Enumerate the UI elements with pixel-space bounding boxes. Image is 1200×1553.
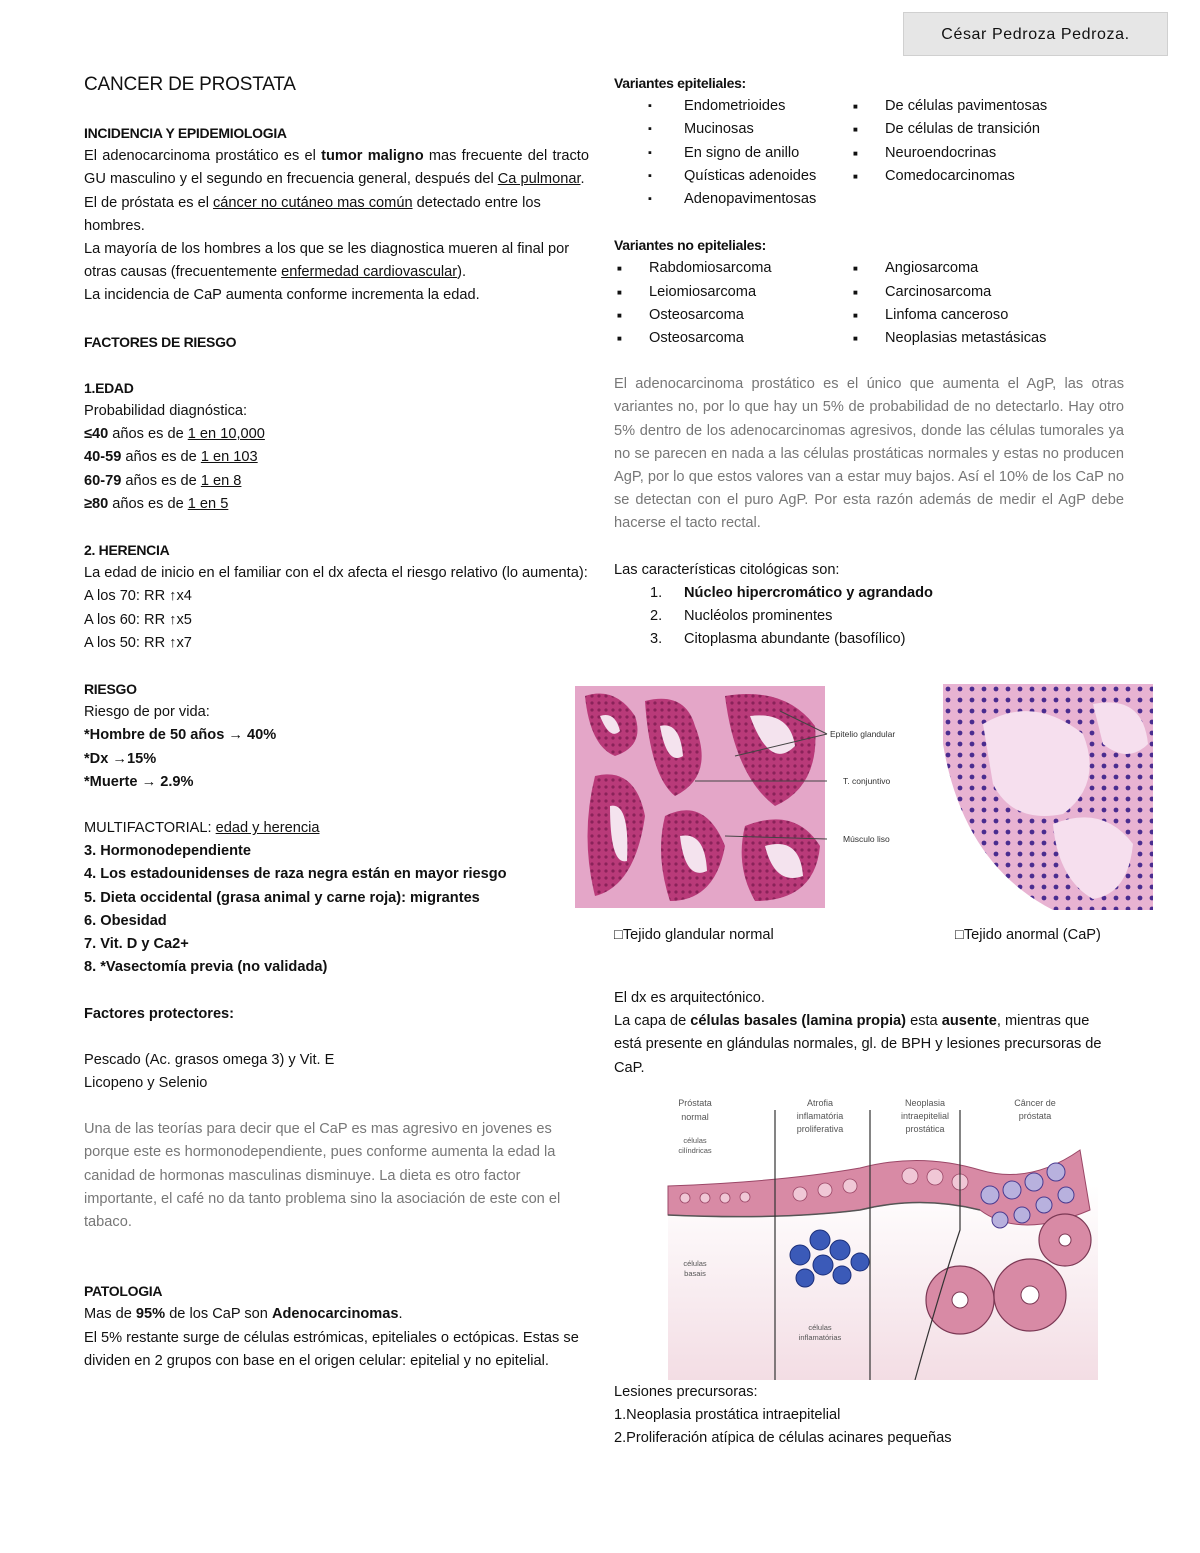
diagram-label: Próstata bbox=[678, 1098, 712, 1108]
protector-item: Licopeno y Selenio bbox=[84, 1074, 208, 1091]
label-epitelio: Epitelio glandular bbox=[830, 729, 896, 739]
epiteliales-heading: Variantes epiteliales: bbox=[614, 75, 746, 91]
diagram-label: próstata bbox=[1018, 1111, 1052, 1121]
diagram-label: Neoplasia bbox=[904, 1098, 946, 1108]
page-title: CANCER DE PROSTATA bbox=[84, 74, 296, 95]
edad-heading: 1.EDAD bbox=[84, 379, 134, 396]
protectores-heading: Factores protectores: bbox=[84, 1005, 235, 1022]
abnormal-tissue-histology-image bbox=[943, 684, 1153, 910]
list-item: ■ Neuroendocrinas bbox=[850, 142, 1110, 165]
herencia-heading: 2. HERENCIA bbox=[84, 542, 170, 559]
normal-gland-histology-image bbox=[575, 686, 925, 908]
diagram-label: inflamatória bbox=[796, 1111, 844, 1121]
incidencia-p4: La incidencia de CaP aumenta conforme incrementa la edad. bbox=[84, 287, 480, 304]
lesiones-section bbox=[614, 1381, 1114, 1451]
incidencia-p2: El de próstata es el cáncer no cutáneo mas común detectado entre los hombres. bbox=[84, 194, 541, 234]
list-item: ■ Linfoma canceroso bbox=[850, 304, 1110, 327]
dx-section bbox=[614, 987, 1104, 1080]
cito-heading: Las características citológicas son: bbox=[614, 561, 840, 578]
list-item: ▪ Quísticas adenoides bbox=[614, 165, 850, 188]
lesiones-heading: Lesiones precursoras: bbox=[614, 1384, 758, 1400]
riesgo-heading: RIESGO bbox=[84, 681, 137, 698]
prostate-lesions-diagram bbox=[660, 1090, 1100, 1380]
multifactorial-line: MULTIFACTORIAL: edad y herencia bbox=[84, 820, 320, 837]
factor-item: 7. Vit. D y Ca2+ bbox=[84, 936, 189, 953]
protector-item: Pescado (Ac. grasos omega 3) y Vit. E bbox=[84, 1051, 335, 1068]
epiteliales-list-1 bbox=[614, 95, 850, 211]
cito-list bbox=[614, 582, 1124, 652]
herencia-row: A los 70: RR ↑x4 bbox=[84, 588, 192, 605]
diagram-label: intraepitelial bbox=[900, 1111, 950, 1121]
factor-item: 5. Dieta occidental (grasa animal y carne roja): migrantes bbox=[84, 889, 480, 906]
noepiteliales-list-1 bbox=[614, 257, 850, 350]
label-conjuntivo: T. conjuntivo bbox=[843, 776, 891, 786]
diagram-label: Atrofia bbox=[806, 1098, 834, 1108]
patologia-heading: PATOLOGIA bbox=[84, 1283, 163, 1300]
list-item: ■ Rabdomiosarcoma bbox=[614, 257, 850, 280]
lesion-item: 2.Proliferación atípica de células acinares pequeñas bbox=[614, 1430, 952, 1447]
list-item: ▪ Endometrioides bbox=[614, 95, 850, 118]
list-item: ■ Angiosarcoma bbox=[850, 257, 1110, 280]
herencia-text: La edad de inicio en el familiar con el dx afecta el riesgo relativo (lo aumenta): bbox=[84, 565, 588, 582]
noepiteliales-lists bbox=[614, 257, 1124, 350]
herencia-row: A los 60: RR ↑x5 bbox=[84, 611, 192, 628]
diagram-label: Câncer de bbox=[1014, 1098, 1056, 1108]
epiteliales-lists bbox=[614, 95, 1124, 211]
left-column bbox=[84, 72, 589, 1373]
list-item: ■ Comedocarcinomas bbox=[850, 165, 1110, 188]
dx-line: El dx es arquitectónico. bbox=[614, 990, 765, 1006]
list-item: ▪ Mucinosas bbox=[614, 118, 850, 141]
epiteliales-list-2 bbox=[850, 95, 1110, 188]
list-item: ■ Osteosarcoma bbox=[614, 327, 850, 350]
list-item: ■ Carcinosarcoma bbox=[850, 281, 1110, 304]
diagram-label: normal bbox=[681, 1112, 709, 1122]
author-name: César Pedroza Pedroza. bbox=[941, 26, 1130, 43]
incidencia-p3: La mayoría de los hombres a los que se les diagnostica mueren al final por otras causas (frecuentemente enfermedad cardiovascular). bbox=[84, 241, 570, 281]
factor-item: 4. Los estadounidenses de raza negra están en mayor riesgo bbox=[84, 866, 507, 883]
incidencia-heading: INCIDENCIA Y EPIDEMIOLOGIA bbox=[84, 125, 287, 141]
herencia-row: A los 50: RR ↑x7 bbox=[84, 634, 192, 651]
noepiteliales-heading: Variantes no epiteliales: bbox=[614, 237, 767, 254]
diagram-label: células bbox=[683, 1136, 707, 1145]
list-item: ■ De células pavimentosas bbox=[850, 95, 1110, 118]
lesion-item: 1.Neoplasia prostática intraepitelial bbox=[614, 1407, 841, 1424]
list-item: ■ Neoplasias metastásicas bbox=[850, 327, 1110, 350]
noepiteliales-list-2 bbox=[850, 257, 1110, 350]
diagram-label: proliferativa bbox=[796, 1124, 844, 1134]
factor-item: 8. *Vasectomía previa (no validada) bbox=[84, 959, 328, 976]
factor-item: 3. Hormonodependiente bbox=[84, 843, 252, 860]
author-box bbox=[903, 12, 1168, 56]
factor-item: 6. Obesidad bbox=[84, 912, 167, 929]
label-musculo: Músculo liso bbox=[843, 834, 890, 844]
list-item: ■ Osteosarcoma bbox=[614, 304, 850, 327]
riesgo-label: Riesgo de por vida: bbox=[84, 704, 210, 721]
agp-paragraph: El adenocarcinoma prostático es el único que aumenta el AgP, las otras variantes no, por lo que hay un 5% de probabilidad de no detectarlo. Hay otro 5% dentro de los adenocarcinomas agresivos, donde las células tumorales ya no se parecen en nada a las células prostáticas normales y estas no producen AgP, por lo que estos valores van a estar muy bajos. Así el 10% de los CaP no se detectan con el puro AgP. Por esta razón además de medir el AgP debe hacerse el tacto rectal. bbox=[614, 376, 1124, 532]
caption-normal: □Tejido glandular normal bbox=[614, 927, 774, 943]
diagram-label: células bbox=[683, 1259, 707, 1268]
list-item: ■ Leiomiosarcoma bbox=[614, 281, 850, 304]
age-row: ≤40 años es de 1 en 10,000 bbox=[84, 426, 265, 443]
diagram-label: células bbox=[808, 1323, 832, 1332]
list-item: ▪ En signo de anillo bbox=[614, 142, 850, 165]
riesgo-row: *Muerte → 2.9% bbox=[84, 773, 194, 790]
age-row: 40-59 años es de 1 en 103 bbox=[84, 449, 258, 466]
list-item: 1. Núcleo hipercromático y agrandado bbox=[650, 584, 933, 601]
diagram-label: basais bbox=[684, 1269, 706, 1278]
riesgo-row: *Dx →15% bbox=[84, 750, 157, 767]
basal-paragraph: La capa de células basales (lamina propia) esta ausente, mientras que está presente en glándulas normales, gl. de BPH y lesiones precursoras de CaP. bbox=[614, 1013, 1102, 1076]
age-row: ≥80 años es de 1 en 5 bbox=[84, 495, 229, 512]
patologia-p2: El 5% restante surge de células estrómicas, epiteliales o ectópicas. Estas se dividen en 2 grupos con base en el origen celular: epitelial y no epitelial. bbox=[84, 1329, 579, 1369]
riesgo-row: *Hombre de 50 años → 40% bbox=[84, 727, 277, 744]
diagram-label: cilíndricas bbox=[678, 1146, 712, 1155]
incidencia-p1: El adenocarcinoma prostático es el tumor maligno mas frecuente del tracto GU masculino y el segundo en frecuencia general, después del Ca pulmonar. bbox=[84, 148, 589, 188]
age-probability-list bbox=[84, 423, 589, 516]
list-item: ▪ Adenopavimentosas bbox=[614, 188, 850, 211]
patologia-p1: Mas de 95% de los CaP son Adenocarcinomas. bbox=[84, 1306, 403, 1323]
list-item: 2. Nucléolos prominentes bbox=[650, 607, 833, 624]
caption-abnormal: □Tejido anormal (CaP) bbox=[955, 927, 1101, 943]
prob-label: Probabilidad diagnóstica: bbox=[84, 403, 248, 420]
diagram-label: prostática bbox=[905, 1124, 945, 1134]
list-item: 3. Citoplasma abundante (basofílico) bbox=[650, 631, 906, 648]
diagram-label: inflamatórias bbox=[798, 1333, 842, 1342]
list-item: ■ De células de transición bbox=[850, 118, 1110, 141]
right-column bbox=[614, 72, 1124, 651]
factores-heading: FACTORES DE RIESGO bbox=[84, 333, 237, 350]
age-row: 60-79 años es de 1 en 8 bbox=[84, 472, 242, 489]
teoria-paragraph: Una de las teorías para decir que el CaP es mas agresivo en jovenes es porque este es hormonodependiente, pues conforme aumenta la edad la canidad de hormonas masculinas disminuye. La dieta es otro factor importante, el café no da tanto problema sino la asociación de este con el tabaco. bbox=[84, 1121, 561, 1230]
